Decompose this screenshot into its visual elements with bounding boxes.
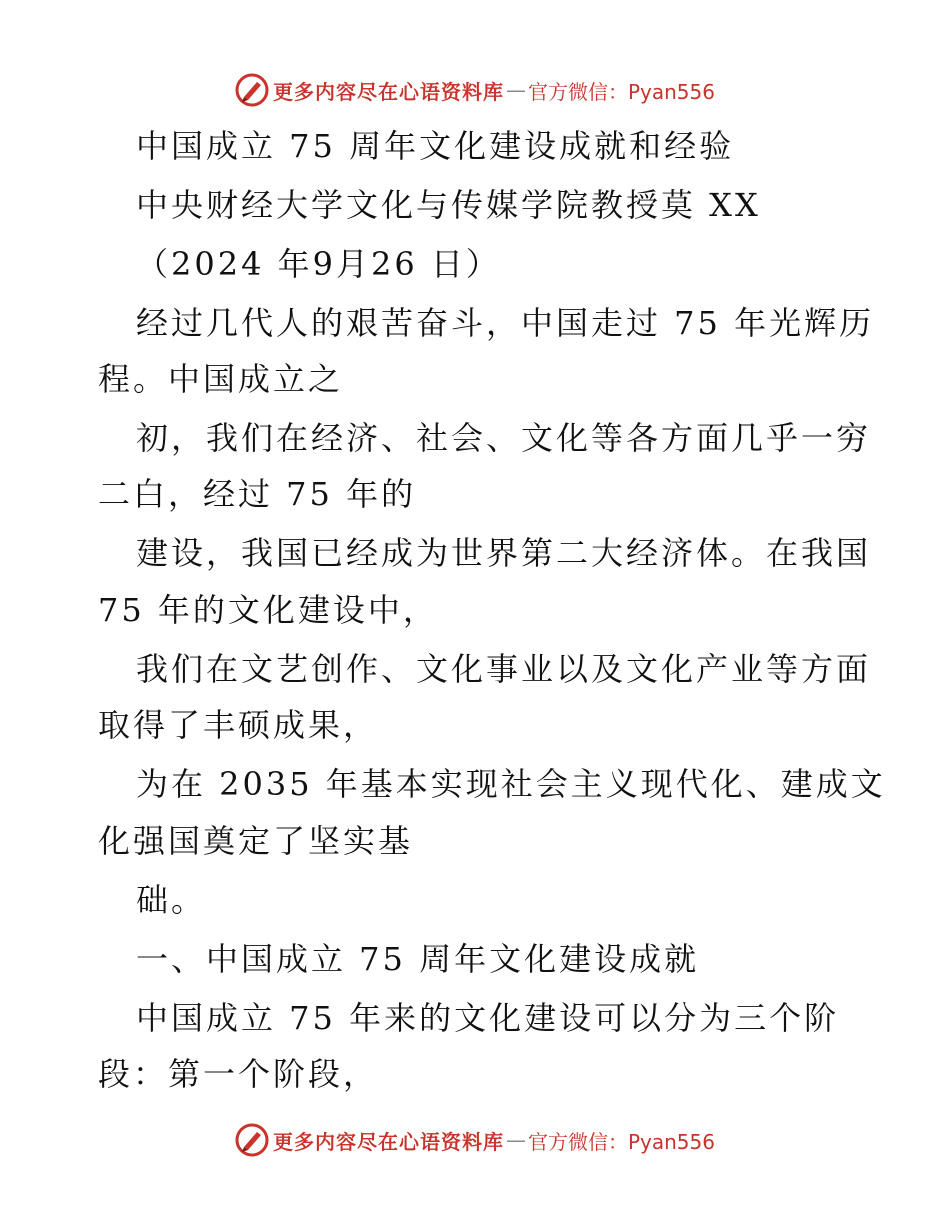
paragraph-line: 为在 2035 年基本实现社会主义现代化、建成文 xyxy=(136,765,886,803)
watermark-wechat-text: 官方微信：Pyan556 xyxy=(527,79,715,104)
paragraph-line: 建设，我国已经成为世界第二大经济体。在我国 xyxy=(136,534,872,572)
paragraph-line: 经过几代人的艰苦奋斗，中国走过 75 年光辉历 xyxy=(136,304,875,342)
paragraph-line: 化强国奠定了坚实基 xyxy=(98,822,414,860)
document-title: 中国成立 75 周年文化建设成就和经验 xyxy=(136,127,735,165)
paragraph-line: 75 年的文化建设中， xyxy=(98,591,438,629)
paragraph-line: 我们在文艺创作、文化事业以及文化产业等方面 xyxy=(136,650,872,688)
document-date: （2024 年9月26 日） xyxy=(136,245,501,283)
watermark-wechat-text: 官方微信：Pyan556 xyxy=(527,1129,715,1154)
paragraph-line: 中国成立 75 年来的文化建设可以分为三个阶 xyxy=(136,999,840,1037)
pen-logo-icon xyxy=(235,1123,269,1157)
watermark-banner-bottom xyxy=(0,1120,950,1160)
paragraph-line: 程。中国成立之 xyxy=(98,360,344,398)
paragraph-line: 二白，经过 75 年的 xyxy=(98,475,417,513)
paragraph-line: 础。 xyxy=(136,881,207,919)
watermark-separator: — xyxy=(505,1128,526,1152)
watermark-main-text: 更多内容尽在心语资料库 xyxy=(272,79,504,104)
paragraph-line: 段：第一个阶段， xyxy=(98,1055,379,1093)
section-heading: 一、中国成立 75 周年文化建设成就 xyxy=(136,940,700,978)
paragraph-line: 取得了丰硕成果， xyxy=(98,706,379,744)
pen-logo-icon xyxy=(235,73,269,107)
document-author: 中央财经大学文化与传媒学院教授莫 XX xyxy=(136,186,761,224)
watermark-separator: — xyxy=(505,78,526,102)
watermark-banner-top xyxy=(0,70,950,110)
paragraph-line: 初，我们在经济、社会、文化等各方面几乎一穷 xyxy=(136,419,872,457)
watermark-main-text: 更多内容尽在心语资料库 xyxy=(272,1129,504,1154)
